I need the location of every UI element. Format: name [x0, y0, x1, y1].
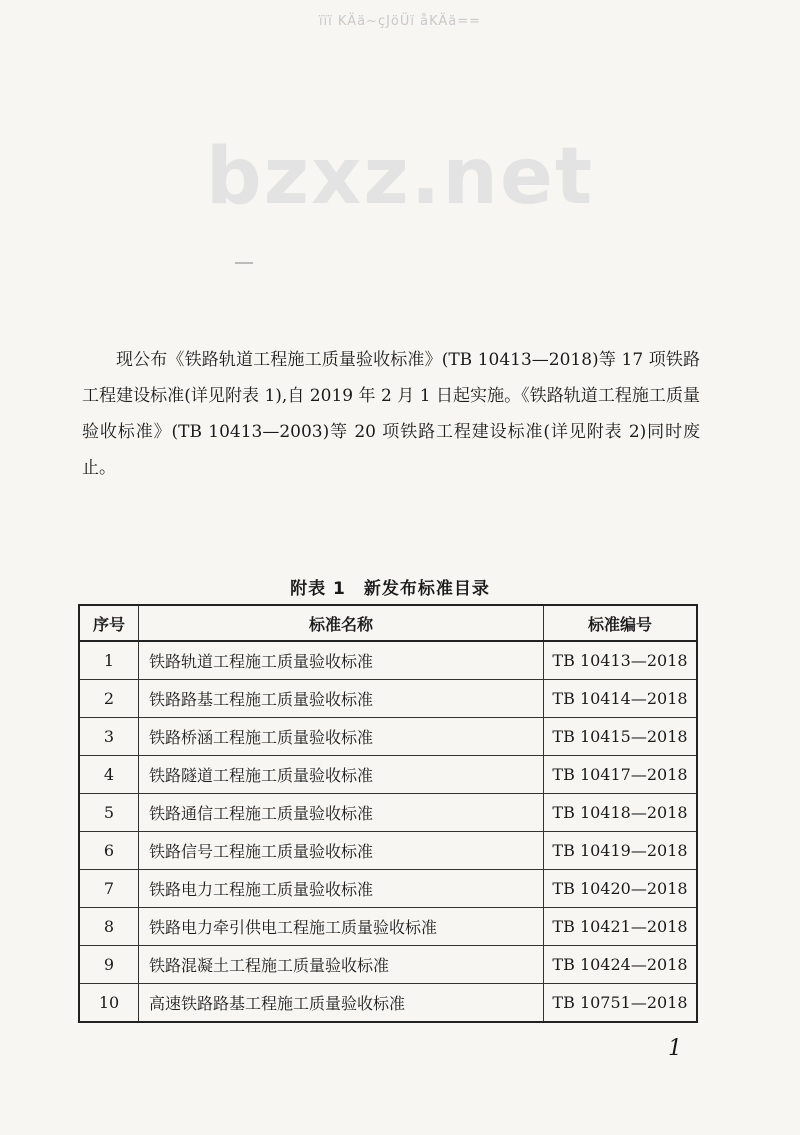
row-code: TB 10751—2018: [544, 984, 698, 1023]
row-name: 铁路隧道工程施工质量验收标准: [139, 756, 544, 794]
row-code: TB 10424—2018: [544, 946, 698, 984]
row-no: 2: [79, 680, 139, 718]
row-no: 9: [79, 946, 139, 984]
header-no: 序号: [79, 605, 139, 641]
scan-speck: [235, 262, 253, 264]
row-code: TB 10417—2018: [544, 756, 698, 794]
table-row: [79, 641, 697, 680]
table-row: [79, 946, 697, 984]
row-no: 5: [79, 794, 139, 832]
row-code: TB 10413—2018: [544, 641, 698, 680]
row-name: 铁路桥涵工程施工质量验收标准: [139, 718, 544, 756]
row-code: TB 10414—2018: [544, 680, 698, 718]
notice-paragraph: [82, 342, 700, 486]
row-name: 铁路电力工程施工质量验收标准: [139, 870, 544, 908]
row-name: 铁路通信工程施工质量验收标准: [139, 794, 544, 832]
row-name: 高速铁路路基工程施工质量验收标准: [139, 984, 544, 1023]
table-header-row: [79, 605, 697, 641]
notice-text: 现公布《铁路轨道工程施工质量验收标准》(TB 10413—2018)等 17 项铁路工程建设标准(详见附表 1),自 2019 年 2 月 1 日起实施。《铁路轨道工程施工质量验收标准》(TB 10413—2003)等 20 项铁路工程建设标准(详见附表 2)同时废止。: [82, 350, 700, 478]
row-no: 1: [79, 641, 139, 680]
table-row: [79, 832, 697, 870]
page-number: 1: [668, 1036, 682, 1061]
row-name: 铁路电力牵引供电工程施工质量验收标准: [139, 908, 544, 946]
table-row: [79, 870, 697, 908]
row-name: 铁路轨道工程施工质量验收标准: [139, 641, 544, 680]
table-row: [79, 718, 697, 756]
row-no: 7: [79, 870, 139, 908]
row-code: TB 10415—2018: [544, 718, 698, 756]
table-row: [79, 756, 697, 794]
row-name: 铁路信号工程施工质量验收标准: [139, 832, 544, 870]
header-name: 标准名称: [139, 605, 544, 641]
row-no: 8: [79, 908, 139, 946]
row-no: 4: [79, 756, 139, 794]
standards-table: [78, 604, 698, 1023]
table-row: [79, 984, 697, 1023]
watermark: bzxz.net: [205, 132, 595, 222]
row-no: 3: [79, 718, 139, 756]
table-row: [79, 680, 697, 718]
row-code: TB 10420—2018: [544, 870, 698, 908]
table-title: 附表 1 新发布标准目录: [290, 579, 490, 599]
row-code: TB 10421—2018: [544, 908, 698, 946]
row-name: 铁路路基工程施工质量验收标准: [139, 680, 544, 718]
table-row: [79, 908, 697, 946]
table-row: [79, 794, 697, 832]
header-mark: ïïï KÄä~çJöÜï åKÄä==: [318, 14, 482, 29]
row-code: TB 10419—2018: [544, 832, 698, 870]
row-code: TB 10418—2018: [544, 794, 698, 832]
row-name: 铁路混凝土工程施工质量验收标准: [139, 946, 544, 984]
row-no: 6: [79, 832, 139, 870]
row-no: 10: [79, 984, 139, 1023]
header-code: 标准编号: [544, 605, 698, 641]
